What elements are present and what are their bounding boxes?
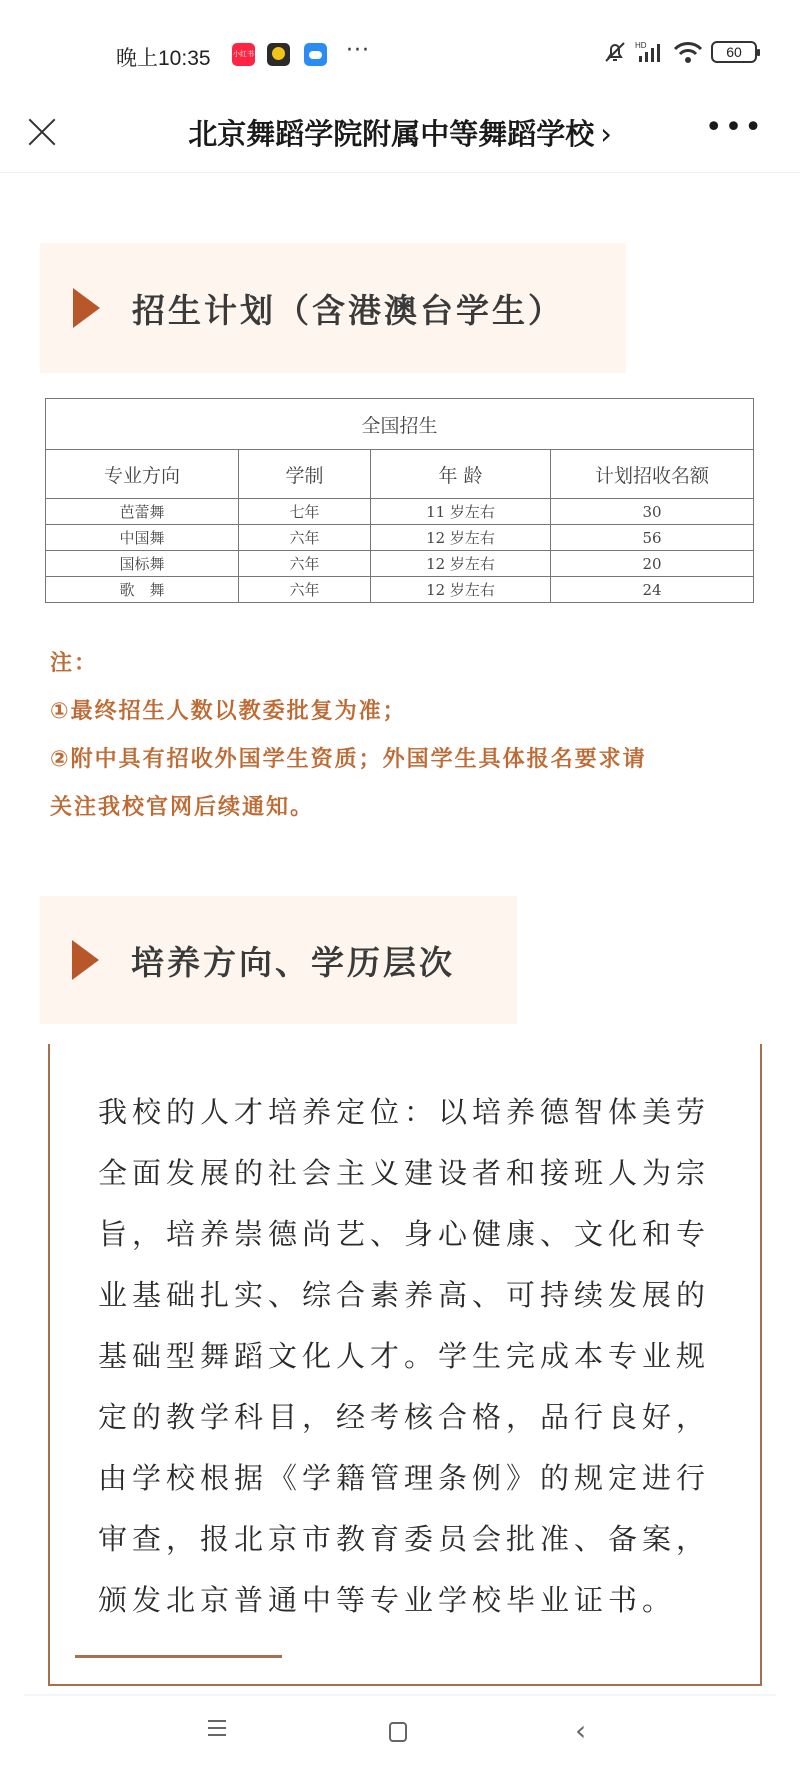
app-notification-icon — [267, 43, 290, 66]
section-header-enrollment — [40, 243, 626, 373]
section-title: 培养方向、学历层次 — [131, 942, 455, 982]
system-navigation-bar — [0, 1714, 800, 1760]
status-icons — [603, 40, 757, 64]
notes-label: 注： — [50, 651, 99, 676]
notes — [50, 640, 647, 832]
triangle-bullet-icon — [72, 940, 99, 980]
section-header-training — [40, 896, 517, 1024]
xiaohongshu-icon: 小红书 — [232, 43, 255, 66]
table-row — [46, 551, 754, 577]
svg-text:HD: HD — [635, 41, 647, 50]
training-description — [98, 1082, 718, 1631]
cell-age: 11 岁左右 — [371, 499, 551, 525]
cell-age: 12 岁左右 — [371, 525, 551, 551]
enrollment-table — [45, 398, 754, 603]
note-item: ②附中具有招收外国学生资质；外国学生具体报名要求请 — [50, 747, 647, 772]
decorative-rule — [75, 1655, 282, 1658]
signal-icon — [635, 40, 665, 64]
table-caption: 全国招生 — [46, 399, 754, 450]
description-line: 审查，报北京市教育委员会批准、备案， — [98, 1522, 711, 1556]
more-notifications-icon: ··· — [346, 38, 370, 63]
cell-duration: 七年 — [239, 499, 371, 525]
page-title-text: 北京舞蹈学院附属中等舞蹈学校 — [188, 117, 595, 151]
cell-major: 芭蕾舞 — [46, 499, 239, 525]
status-bar — [0, 0, 800, 100]
back-icon[interactable]: ‹ — [575, 1714, 587, 1747]
bell-muted-icon — [603, 40, 627, 64]
cloud-icon — [304, 43, 327, 66]
table-row — [46, 525, 754, 551]
table-row — [46, 577, 754, 603]
cell-duration: 六年 — [239, 577, 371, 603]
cell-duration: 六年 — [239, 525, 371, 551]
description-line: 全面发展的社会主义建设者和接班人为宗 — [98, 1156, 711, 1190]
training-description-box — [48, 1044, 762, 1686]
description-line: 由学校根据《学籍管理条例》的规定进行 — [98, 1461, 711, 1495]
description-line: 业基础扎实、综合素养高、可持续发展的 — [98, 1278, 711, 1312]
chevron-right-icon: › — [600, 117, 612, 151]
cell-quota: 56 — [551, 525, 754, 551]
nav-bar — [0, 100, 800, 173]
cell-major: 国标舞 — [46, 551, 239, 577]
menu-icon[interactable] — [208, 1720, 228, 1741]
cell-major: 中国舞 — [46, 525, 239, 551]
column-header: 专业方向 — [46, 450, 239, 499]
column-header: 学制 — [239, 450, 371, 499]
column-header: 年 龄 — [371, 450, 551, 499]
description-line: 定的教学科目，经考核合格，品行良好， — [98, 1400, 711, 1434]
page-title[interactable] — [0, 112, 800, 153]
cell-quota: 24 — [551, 577, 754, 603]
cell-age: 12 岁左右 — [371, 551, 551, 577]
cell-duration: 六年 — [239, 551, 371, 577]
triangle-bullet-icon — [73, 288, 100, 328]
description-line: 我校的人才培养定位：以培养德智体美劳 — [98, 1095, 711, 1129]
more-menu-icon[interactable]: ••• — [704, 110, 764, 145]
cell-quota: 30 — [551, 499, 754, 525]
column-header: 计划招收名额 — [551, 450, 754, 499]
cell-major: 歌 舞 — [46, 577, 239, 603]
battery-icon: 60 — [711, 41, 757, 63]
status-time: 晚上10:35 — [116, 47, 211, 70]
home-icon[interactable] — [389, 1722, 407, 1742]
wifi-icon — [673, 40, 703, 64]
cell-quota: 20 — [551, 551, 754, 577]
description-line: 颁发北京普通中等专业学校毕业证书。 — [98, 1583, 677, 1617]
table-row — [46, 499, 754, 525]
note-item: 关注我校官网后续通知。 — [50, 795, 315, 820]
cell-age: 12 岁左右 — [371, 577, 551, 603]
note-item: ①最终招生人数以教委批复为准； — [50, 699, 407, 724]
section-title: 招生计划（含港澳台学生） — [132, 290, 564, 330]
description-line: 旨，培养崇德尚艺、身心健康、文化和专 — [98, 1217, 711, 1251]
description-line: 基础型舞蹈文化人才。学生完成本专业规 — [98, 1339, 711, 1373]
divider — [24, 1694, 776, 1696]
